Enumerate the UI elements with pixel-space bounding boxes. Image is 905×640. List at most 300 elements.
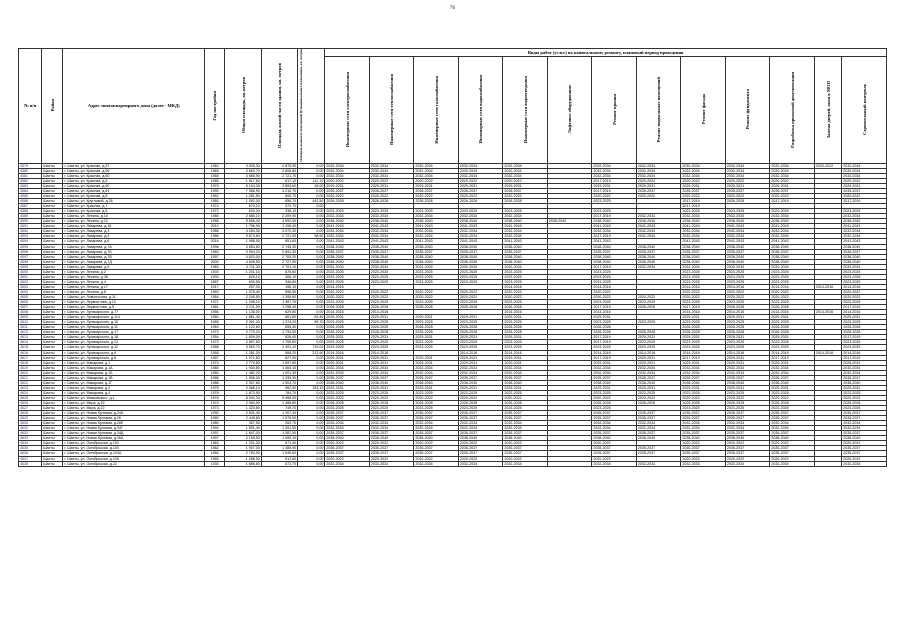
table-cell: 2023-2025 bbox=[592, 274, 637, 279]
table-cell: 4588 bbox=[19, 209, 42, 214]
table-row bbox=[19, 461, 887, 466]
table-cell: 2026-2028 bbox=[503, 400, 548, 405]
table-cell: 2032-2034 bbox=[414, 234, 459, 239]
table-cell: г. Шахты, ул. Лазарева, д.9 bbox=[63, 264, 205, 269]
table-cell: 1 323,80 bbox=[225, 406, 261, 411]
table-cell: 2026-2028 bbox=[325, 400, 370, 405]
table-cell: 2038-2040 bbox=[842, 436, 887, 441]
table-cell: 4592 bbox=[19, 229, 42, 234]
table-cell: 2023-2025 bbox=[636, 345, 681, 350]
table-cell: 2029-2031 bbox=[842, 183, 887, 188]
table-cell: 3 853,60 bbox=[261, 183, 297, 188]
table-cell: 1980 bbox=[205, 421, 225, 426]
table-cell: 2017-2019 bbox=[681, 305, 726, 310]
table-cell: 2035-2037 bbox=[503, 431, 548, 436]
table-cell: 2032-2034 bbox=[325, 421, 370, 426]
table-cell: 357,50 bbox=[225, 421, 261, 426]
table-cell: 2035-2037 bbox=[503, 249, 548, 254]
table-cell: 1 796,90 bbox=[225, 224, 261, 229]
table-cell: г. Шахты, ул. Лазарева, д.5 bbox=[63, 234, 205, 239]
table-cell: 2026-2028 bbox=[636, 305, 681, 310]
table-cell: 2029-2031 bbox=[458, 360, 503, 365]
table-cell: 2038-2040 bbox=[369, 244, 414, 249]
table-cell: 2020-2022 bbox=[458, 456, 503, 461]
table-cell: 4 633,00 bbox=[225, 254, 261, 259]
table-cell: 2026-2028 bbox=[458, 400, 503, 405]
table-cell: 2023-2025 bbox=[681, 269, 726, 274]
table-cell: 2026-2028 bbox=[414, 199, 459, 204]
table-cell: 1962 bbox=[205, 163, 225, 168]
table-cell: 2038-2040 bbox=[770, 259, 815, 264]
table-cell: 2032-2034 bbox=[636, 365, 681, 370]
table-cell: 2020-2022 bbox=[503, 295, 548, 300]
table-cell: 2020-2022 bbox=[681, 289, 726, 294]
table-cell: 1989 bbox=[205, 416, 225, 421]
header-living-area: Площадь жилой части здания, кв. метров bbox=[261, 49, 297, 164]
table-cell: 0,00 bbox=[298, 400, 325, 405]
table-cell: 2017-2019 bbox=[592, 178, 637, 183]
table-cell: 2029-2031 bbox=[636, 385, 681, 390]
table-cell: 4611 bbox=[19, 325, 42, 330]
table-cell: 2020-2022 bbox=[725, 178, 770, 183]
table-cell: Шахты bbox=[42, 305, 63, 310]
table-cell: 2032-2034 bbox=[681, 370, 726, 375]
table-cell: 2029-2031 bbox=[369, 385, 414, 390]
table-cell: 0,00 bbox=[298, 310, 325, 315]
table-cell: 2032-2034 bbox=[414, 365, 459, 370]
table-cell: 2026-2028 bbox=[592, 330, 637, 335]
table-cell: 1968 bbox=[205, 345, 225, 350]
table-cell: 2032-2034 bbox=[369, 421, 414, 426]
table-cell: 2032-2034 bbox=[369, 163, 414, 168]
table-cell: 2014-2016 bbox=[770, 284, 815, 289]
table-cell: 2035-2037 bbox=[681, 189, 726, 194]
table-cell: 2035-2037 bbox=[636, 431, 681, 436]
table-cell: 1 388,80 bbox=[261, 400, 297, 405]
table-cell: 2023-2025 bbox=[770, 279, 815, 284]
table-cell: 4579 bbox=[19, 163, 42, 168]
table-cell: 2020-2022 bbox=[770, 441, 815, 446]
table-cell: 2 066,10 bbox=[225, 385, 261, 390]
table-cell: 2038-2040 bbox=[503, 254, 548, 259]
table-cell: 2014-2016 bbox=[842, 350, 887, 355]
table-cell: 2023-2025 bbox=[325, 274, 370, 279]
header-nonresidential-area: Площадь нежилых помещений функционального назначения, кв. метров bbox=[298, 49, 325, 164]
table-cell: г. Шахты, ул. Октябрьская, д.103А bbox=[63, 451, 205, 456]
table-cell: 2041-2043 bbox=[725, 224, 770, 229]
table-cell: 2014-2016 bbox=[636, 350, 681, 355]
table-cell: 2032-2034 bbox=[458, 173, 503, 178]
table-cell: 1 122,60 bbox=[225, 325, 261, 330]
table-cell: 2 159,90 bbox=[225, 436, 261, 441]
table-cell: 63,40 bbox=[298, 315, 325, 320]
table-cell: Шахты bbox=[42, 330, 63, 335]
table-cell: 2041-2043 bbox=[592, 239, 637, 244]
table-cell: 4600 bbox=[19, 269, 42, 274]
table-cell: Шахты bbox=[42, 320, 63, 325]
table-cell: 2032-2034 bbox=[325, 173, 370, 178]
table-cell: 4598 bbox=[19, 259, 42, 264]
table-cell: Шахты bbox=[42, 189, 63, 194]
table-cell: 2032-2034 bbox=[681, 234, 726, 239]
table-cell: 676,60 bbox=[261, 269, 297, 274]
table-cell: 2035-2037 bbox=[458, 411, 503, 416]
table-cell: 2032-2034 bbox=[458, 214, 503, 219]
table-cell: 0,00 bbox=[298, 416, 325, 421]
table-cell: 2041-2043 bbox=[725, 239, 770, 244]
table-cell: 2023-2025 bbox=[369, 320, 414, 325]
table-cell: 2041-2043 bbox=[414, 224, 459, 229]
table-cell: 2032-2034 bbox=[369, 365, 414, 370]
table-cell: 2 211,90 bbox=[225, 305, 261, 310]
table-cell: 2023-2025 bbox=[325, 320, 370, 325]
table-cell: 2026-2028 bbox=[842, 400, 887, 405]
table-cell: 2016 bbox=[205, 239, 225, 244]
table-cell: 2026-2028 bbox=[770, 400, 815, 405]
table-cell: 2035-2037 bbox=[681, 416, 726, 421]
table-cell: 2038-2040 bbox=[325, 254, 370, 259]
table-cell: 2 307,80 bbox=[225, 380, 261, 385]
table-cell: 2029-2031 bbox=[458, 335, 503, 340]
table-cell: 1 196,40 bbox=[261, 224, 297, 229]
table-cell: Шахты bbox=[42, 259, 63, 264]
table-cell: 2032-2034 bbox=[414, 168, 459, 173]
table-cell: Шахты bbox=[42, 395, 63, 400]
table-cell: 0,00 bbox=[298, 305, 325, 310]
table-cell: г. Шахты, ул. Макарова, д.1 bbox=[63, 360, 205, 365]
table-cell: 368,10 bbox=[261, 274, 297, 279]
table-cell: 1917 bbox=[205, 284, 225, 289]
table-cell: 2032-2034 bbox=[503, 234, 548, 239]
table-cell: 2035-2037 bbox=[592, 451, 637, 456]
table-cell: 2032-2034 bbox=[842, 365, 887, 370]
table-cell: Шахты bbox=[42, 411, 63, 416]
table-cell: 2026-2028 bbox=[458, 330, 503, 335]
table-cell: 4634 bbox=[19, 441, 42, 446]
table-cell: 2029-2031 bbox=[681, 385, 726, 390]
table-cell: 2035-2037 bbox=[325, 411, 370, 416]
table-cell: 2014-2016 bbox=[503, 350, 548, 355]
table-cell: 2032-2034 bbox=[414, 229, 459, 234]
table-cell: Шахты bbox=[42, 461, 63, 466]
table-cell: 2023-2025 bbox=[842, 406, 887, 411]
table-cell: 2014-2016 bbox=[814, 310, 841, 315]
table-cell: 2 727,90 bbox=[261, 259, 297, 264]
table-cell: 2032-2034 bbox=[592, 426, 637, 431]
table-cell: 1 930,80 bbox=[225, 365, 261, 370]
table-cell: 2035-2037 bbox=[325, 416, 370, 421]
table-cell: 2029-2031 bbox=[636, 183, 681, 188]
table-cell: 2032-2034 bbox=[592, 229, 637, 234]
table-cell: 2032-2034 bbox=[636, 173, 681, 178]
table-cell: 2038-2040 bbox=[725, 254, 770, 259]
table-cell: 0,00 bbox=[298, 254, 325, 259]
table-cell: 2032-2034 bbox=[592, 370, 637, 375]
table-cell: 2035-2037 bbox=[369, 431, 414, 436]
table-cell: 2029-2031 bbox=[842, 315, 887, 320]
table-cell: 2020-2022 bbox=[681, 395, 726, 400]
table-cell: 2038-2040 bbox=[842, 259, 887, 264]
table-cell: 826,40 bbox=[261, 335, 297, 340]
header-work-type: Замена дверей, окон в МОП bbox=[814, 57, 841, 164]
table-cell: 2032-2034 bbox=[458, 168, 503, 173]
table-cell: 2023-2025 bbox=[369, 390, 414, 395]
table-cell: г. Шахты, ул. Луначарского, д.15 bbox=[63, 320, 205, 325]
table-cell: Шахты bbox=[42, 385, 63, 390]
table-cell: Шахты bbox=[42, 209, 63, 214]
header-work-type: Ремонт фундамента bbox=[725, 57, 770, 164]
table-cell: Шахты bbox=[42, 244, 63, 249]
table-cell: Шахты bbox=[42, 340, 63, 345]
table-cell: 2035-2037 bbox=[842, 375, 887, 380]
table-cell: 2023-2025 bbox=[414, 345, 459, 350]
table-cell: 2020-2022 bbox=[814, 163, 841, 168]
table-cell: Шахты bbox=[42, 380, 63, 385]
table-cell: 2023-2025 bbox=[325, 300, 370, 305]
table-cell: 2035-2037 bbox=[681, 249, 726, 254]
table-cell: 1867 bbox=[205, 279, 225, 284]
table-cell: Шахты bbox=[42, 345, 63, 350]
table-cell: 2023-2025 bbox=[725, 209, 770, 214]
table-cell: 0,00 bbox=[298, 355, 325, 360]
table-cell: 0,00 bbox=[298, 360, 325, 365]
table-cell: 0,00 bbox=[298, 224, 325, 229]
table-cell: 2020-2022 bbox=[458, 441, 503, 446]
table-cell: 2029-2031 bbox=[503, 335, 548, 340]
table-cell: Шахты bbox=[42, 168, 63, 173]
table-cell: 2023-2025 bbox=[414, 300, 459, 305]
table-cell: 1965 bbox=[205, 168, 225, 173]
table-cell: 2020-2022 bbox=[636, 194, 681, 199]
table-cell: 2029-2031 bbox=[325, 360, 370, 365]
table-cell: 2023-2025 bbox=[770, 274, 815, 279]
table-cell: 2020-2022 bbox=[325, 289, 370, 294]
table-cell: 2020-2022 bbox=[592, 395, 637, 400]
table-cell: 2020-2022 bbox=[325, 441, 370, 446]
table-cell: 0,00 bbox=[298, 295, 325, 300]
table-cell: Шахты bbox=[42, 214, 63, 219]
table-cell: 2014-2016 bbox=[503, 284, 548, 289]
table-cell: 2029-2031 bbox=[325, 315, 370, 320]
table-cell: 2035-2037 bbox=[414, 416, 459, 421]
table-cell: 2026-2028 bbox=[325, 325, 370, 330]
table-cell: г. Шахты, ул. Лермонтова, д.13 bbox=[63, 300, 205, 305]
table-cell: 4614 bbox=[19, 340, 42, 345]
table-cell: 2029-2031 bbox=[369, 360, 414, 365]
table-cell: 0,00 bbox=[298, 375, 325, 380]
table-cell: 2029-2031 bbox=[725, 335, 770, 340]
table-cell: 1 482,20 bbox=[225, 370, 261, 375]
table-cell: 2017-2019 bbox=[592, 335, 637, 340]
table-cell: 2026-2028 bbox=[414, 330, 459, 335]
table-cell: 2035-2037 bbox=[681, 431, 726, 436]
table-cell: 630,50 bbox=[225, 279, 261, 284]
table-cell: 2029-2031 bbox=[725, 315, 770, 320]
table-cell: 629,80 bbox=[261, 310, 297, 315]
table-cell: 4638 bbox=[19, 461, 42, 466]
header-works-group: Виды работ (услуг) по капитальному ремонту, плановый период проведения bbox=[325, 49, 887, 57]
table-cell: 2032-2034 bbox=[681, 168, 726, 173]
table-cell: 1972 bbox=[205, 340, 225, 345]
table-cell: г. Шахты, ул. Мира, д.16 bbox=[63, 400, 205, 405]
table-cell: 625,10 bbox=[225, 274, 261, 279]
table-cell: 2020-2022 bbox=[325, 194, 370, 199]
table-cell: 4633 bbox=[19, 436, 42, 441]
table-cell: 2023-2025 bbox=[770, 345, 815, 350]
table-cell: 2035-2037 bbox=[770, 416, 815, 421]
table-cell: 89,70 bbox=[298, 320, 325, 325]
table-cell: 1 331,30 bbox=[225, 441, 261, 446]
table-cell: 2029-2031 bbox=[414, 355, 459, 360]
table-cell: 1954 bbox=[205, 335, 225, 340]
table-cell: 2023-2025 bbox=[681, 274, 726, 279]
table-cell: 2041-2043 bbox=[325, 239, 370, 244]
table-cell: 2035-2037 bbox=[369, 451, 414, 456]
table-cell: 2038-2040 bbox=[725, 244, 770, 249]
table-cell: 2038-2040 bbox=[725, 219, 770, 224]
table-cell: 2029-2031 bbox=[592, 315, 637, 320]
table-cell: 1 907,00 bbox=[225, 446, 261, 451]
table-cell: 2032-2034 bbox=[636, 168, 681, 173]
table-cell: 2020-2022 bbox=[842, 178, 887, 183]
table-cell: Шахты bbox=[42, 300, 63, 305]
table-cell: 2020-2022 bbox=[369, 395, 414, 400]
table-cell: 2 700,20 bbox=[261, 254, 297, 259]
table-cell: 2 301,20 bbox=[225, 320, 261, 325]
table-cell: 2032-2034 bbox=[503, 365, 548, 370]
table-cell: 2035-2037 bbox=[369, 416, 414, 421]
table-cell: 2023-2025 bbox=[725, 320, 770, 325]
table-cell: 3 505,30 bbox=[225, 163, 261, 168]
table-cell: 2038-2040 bbox=[503, 436, 548, 441]
table-cell: 2 779,60 bbox=[225, 360, 261, 365]
table-cell: 2029-2031 bbox=[681, 183, 726, 188]
table-cell: 2032-2034 bbox=[503, 264, 548, 269]
table-cell: 2035-2037 bbox=[503, 411, 548, 416]
table-cell: 2032-2034 bbox=[503, 173, 548, 178]
table-cell: 2014-2016 bbox=[592, 284, 637, 289]
table-cell: 2020-2022 bbox=[636, 395, 681, 400]
table-cell: 2017-2019 bbox=[592, 340, 637, 345]
table-cell: 2035-2037 bbox=[636, 451, 681, 456]
table-cell: 2032-2034 bbox=[636, 461, 681, 466]
table-cell: 4615 bbox=[19, 345, 42, 350]
table-cell: 2032-2034 bbox=[681, 426, 726, 431]
table-cell: 2029-2031 bbox=[458, 315, 503, 320]
table-cell: 2023-2025 bbox=[369, 209, 414, 214]
table-cell: 4609 bbox=[19, 315, 42, 320]
table-cell: 2026-2028 bbox=[414, 305, 459, 310]
table-cell: 2041-2043 bbox=[842, 239, 887, 244]
table-cell: 1 503,70 bbox=[261, 380, 297, 385]
table-cell: 2038-2040 bbox=[770, 244, 815, 249]
table-cell: 2032-2034 bbox=[770, 421, 815, 426]
table-cell: г. Шахты, ул. Новая Култама, д.24А bbox=[63, 411, 205, 416]
table-cell: 212,90 bbox=[298, 350, 325, 355]
table-cell: 2038-2040 bbox=[770, 254, 815, 259]
table-cell bbox=[814, 461, 841, 466]
table-cell: 0,00 bbox=[298, 204, 325, 209]
table-cell: 4589 bbox=[19, 214, 42, 219]
table-cell: 2023-2025 bbox=[414, 390, 459, 395]
table-cell: 2029-2031 bbox=[681, 360, 726, 365]
table-cell: 2023-2025 bbox=[325, 406, 370, 411]
table-cell: 2035-2037 bbox=[725, 375, 770, 380]
table-cell: 2032-2034 bbox=[770, 173, 815, 178]
table-cell: 2029-2031 bbox=[842, 385, 887, 390]
table-cell: 2023-2025 bbox=[414, 269, 459, 274]
table-cell: 912,80 bbox=[261, 456, 297, 461]
table-cell: 2035-2037 bbox=[325, 451, 370, 456]
table-cell: 2035-2037 bbox=[636, 416, 681, 421]
table-cell: Шахты bbox=[42, 254, 63, 259]
table-cell: 2035-2037 bbox=[842, 189, 887, 194]
table-cell: 263,70 bbox=[261, 421, 297, 426]
table-cell: Шахты bbox=[42, 194, 63, 199]
table-cell: г. Шахты, ул. Лазарева, д.7В bbox=[63, 254, 205, 259]
table-cell: 2032-2034 bbox=[842, 234, 887, 239]
table-cell: 2026-2028 bbox=[414, 325, 459, 330]
table-cell: 2017-2019 bbox=[681, 355, 726, 360]
table-cell: 2023-2025 bbox=[503, 390, 548, 395]
table-cell: 2038-2040 bbox=[503, 380, 548, 385]
table-cell: 2038-2040 bbox=[725, 259, 770, 264]
table-cell: 2017-2019 bbox=[592, 189, 637, 194]
table-cell: 2032-2034 bbox=[503, 168, 548, 173]
table-cell: г. Шахты, ул. Лазарева, д.6 bbox=[63, 239, 205, 244]
table-cell: 2017-2019 bbox=[592, 305, 637, 310]
table-cell: 372,70 bbox=[261, 204, 297, 209]
table-cell: 2032-2034 bbox=[842, 229, 887, 234]
table-cell: 2029-2031 bbox=[725, 385, 770, 390]
table-cell: 2038-2040 bbox=[458, 380, 503, 385]
header-no: № п/п bbox=[19, 49, 42, 164]
table-cell: 2020-2022 bbox=[414, 289, 459, 294]
table-cell: 2038-2040 bbox=[503, 244, 548, 249]
page-number: 76 bbox=[450, 6, 455, 11]
table-cell: 568,20 bbox=[261, 350, 297, 355]
table-cell: 2023-2025 bbox=[414, 209, 459, 214]
table-cell: 2038-2040 bbox=[842, 380, 887, 385]
table-cell: 2023-2025 bbox=[725, 345, 770, 350]
table-cell: Шахты bbox=[42, 375, 63, 380]
table-cell: 0,00 bbox=[298, 300, 325, 305]
table-cell: 4636 bbox=[19, 451, 42, 456]
table-cell: г. Шахты, ул. Лазарева, д.7Д bbox=[63, 259, 205, 264]
table-cell: 1964 bbox=[205, 295, 225, 300]
table-cell: 2035-2037 bbox=[414, 189, 459, 194]
table-cell: 2020-2022 bbox=[414, 194, 459, 199]
table-cell: 1 891,40 bbox=[225, 426, 261, 431]
table-cell: 2020-2022 bbox=[503, 441, 548, 446]
table-cell: 2017-2019 bbox=[592, 214, 637, 219]
table-cell: 1983 bbox=[205, 264, 225, 269]
table-cell: 2032-2034 bbox=[458, 264, 503, 269]
header-work-type: Инженерные сети электроснабжения bbox=[325, 57, 370, 164]
table-cell: 2035-2037 bbox=[592, 416, 637, 421]
table-cell: 2023-2025 bbox=[325, 340, 370, 345]
table-cell: 2023-2025 bbox=[681, 340, 726, 345]
table-cell: 2032-2034 bbox=[725, 365, 770, 370]
table-cell: 4631 bbox=[19, 426, 42, 431]
table-cell: 2035-2037 bbox=[725, 446, 770, 451]
table-cell: Шахты bbox=[42, 441, 63, 446]
table-cell: 4621 bbox=[19, 375, 42, 380]
table-cell: 627,90 bbox=[261, 355, 297, 360]
table-cell: 2035-2037 bbox=[458, 451, 503, 456]
table-cell: 2020-2022 bbox=[725, 295, 770, 300]
table-cell: 2026-2028 bbox=[414, 400, 459, 405]
